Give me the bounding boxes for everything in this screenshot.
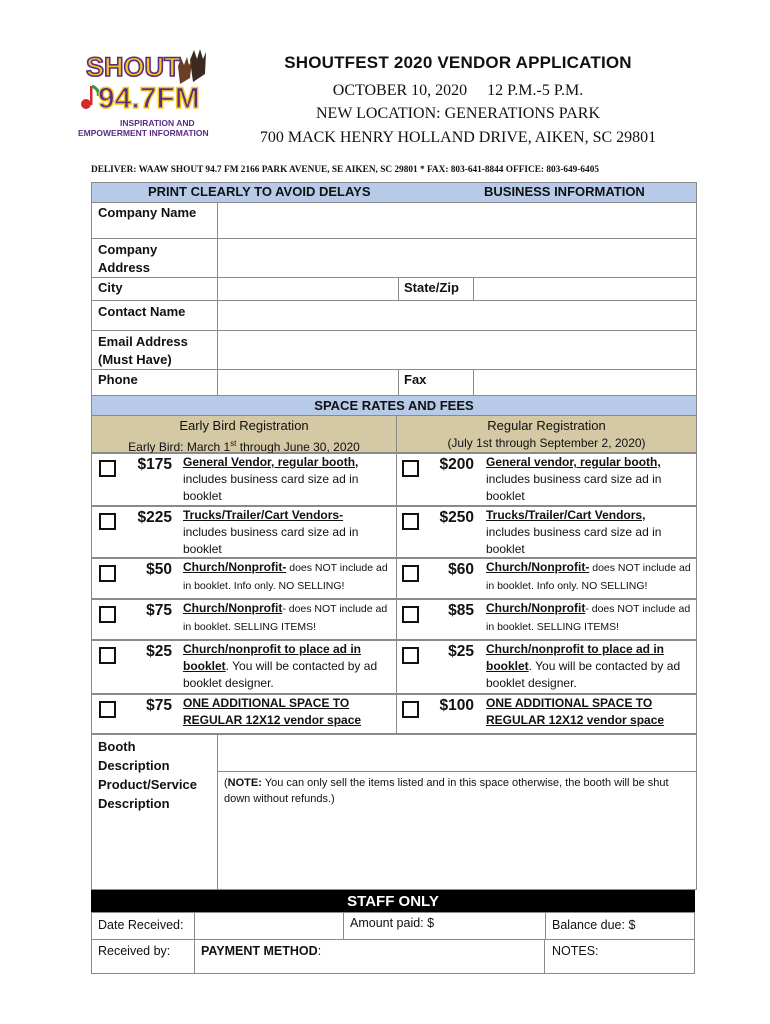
fax-label: Fax xyxy=(404,372,427,387)
regular-option-checkbox[interactable] xyxy=(402,647,419,664)
balance-due-label: Balance due: $ xyxy=(552,918,636,932)
regular-option-checkbox[interactable] xyxy=(402,606,419,623)
company-address-label-2: Address xyxy=(98,260,151,275)
regular-option-description: Trucks/Trailer/Cart Vendors, includes business card size ad in booklet xyxy=(486,508,662,556)
booth-label-2: Description xyxy=(98,758,170,773)
event-location: NEW LOCATION: GENERATIONS PARK xyxy=(315,105,600,122)
regular-price: $200 xyxy=(439,456,474,473)
city-label: City xyxy=(98,280,123,295)
logo-shout-text: SHOUT xyxy=(86,52,181,82)
email-field[interactable] xyxy=(217,330,697,370)
logo-graphic xyxy=(78,46,228,144)
regular-option-description: Church/Nonprofit- does NOT include ad in booklet. SELLING ITEMS! xyxy=(486,601,691,633)
early-option-description: ONE ADDITIONAL SPACE TO REGULAR 12X12 vendor space xyxy=(183,696,362,727)
contact-name-field[interactable] xyxy=(217,300,697,331)
regular-option-description: ONE ADDITIONAL SPACE TO REGULAR 12X12 vendor space xyxy=(486,696,665,727)
booth-note: (NOTE: You can only sell the items listed and in this space otherwise, the booth will be shut down without refunds.) xyxy=(224,777,669,805)
staff-only-title: STAFF ONLY xyxy=(347,893,439,910)
deliver-info: DELIVER: WAAW SHOUT 94.7 FM 2166 PARK AVENUE, SE AIKEN, SC 29801 * FAX: 803-641-8844 OFFICE: 803-649-6405 xyxy=(91,165,600,175)
regular-price: $25 xyxy=(448,643,474,660)
phone-field[interactable] xyxy=(217,369,399,396)
event-date-time: OCTOBER 10, 2020 12 P.M.-5 P.M. xyxy=(332,82,584,99)
business-information-heading: BUSINESS INFORMATION xyxy=(484,184,645,199)
date-received-field[interactable] xyxy=(194,912,344,940)
early-price: $75 xyxy=(146,697,172,714)
regular-price: $85 xyxy=(448,602,474,619)
early-option-checkbox[interactable] xyxy=(99,565,116,582)
early-option-description: Church/nonprofit to place ad in booklet. You will be contacted by ad booklet designer. xyxy=(183,642,378,690)
early-option-description: Church/Nonprofit- does NOT include ad in booklet. Info only. NO SELLING! xyxy=(183,560,388,592)
regular-title: Regular Registration xyxy=(487,418,606,433)
notes-label: NOTES: xyxy=(552,944,599,958)
early-price: $175 xyxy=(137,456,172,473)
early-price: $225 xyxy=(137,509,172,526)
payment-method-label: PAYMENT METHOD: xyxy=(201,944,322,958)
product-label-1: Product/Service xyxy=(98,777,197,792)
city-field[interactable] xyxy=(217,277,399,301)
regular-option-checkbox[interactable] xyxy=(402,513,419,530)
early-option-description: Trucks/Trailer/Cart Vendors- includes business card size ad in booklet xyxy=(183,508,359,556)
early-option-checkbox[interactable] xyxy=(99,647,116,664)
logo-947fm-text: 94.7FM xyxy=(98,82,200,115)
event-address: 700 MACK HENRY HOLLAND DRIVE, AIKEN, SC 29801 xyxy=(259,129,657,146)
regular-option-checkbox[interactable] xyxy=(402,460,419,477)
regular-option-checkbox[interactable] xyxy=(402,701,419,718)
company-address-label-1: Company xyxy=(98,242,158,257)
booth-label-1: Booth xyxy=(98,739,136,754)
regular-price: $60 xyxy=(448,561,474,578)
early-price: $25 xyxy=(146,643,172,660)
early-option-checkbox[interactable] xyxy=(99,701,116,718)
shout-947-logo xyxy=(78,46,228,144)
early-price: $75 xyxy=(146,602,172,619)
product-label-2: Description xyxy=(98,796,170,811)
early-bird-dates: Early Bird: March 1st through June 30, 2020 xyxy=(128,439,360,454)
early-option-checkbox[interactable] xyxy=(99,606,116,623)
booth-description-field[interactable] xyxy=(217,734,697,772)
amount-paid-label: Amount paid: $ xyxy=(350,916,435,930)
email-label-2: (Must Have) xyxy=(98,352,172,367)
early-option-description: General Vendor, regular booth, includes business card size ad in booklet xyxy=(183,455,359,503)
space-rates-heading: SPACE RATES AND FEES xyxy=(314,398,474,413)
form-title: SHOUTFEST 2020 VENDOR APPLICATION xyxy=(284,53,632,72)
early-price: $50 xyxy=(146,561,172,578)
date-received-label: Date Received: xyxy=(98,918,184,932)
state-zip-label: State/Zip xyxy=(404,280,459,295)
contact-name-label: Contact Name xyxy=(98,304,186,319)
email-label-1: Email Address xyxy=(98,334,188,349)
regular-option-checkbox[interactable] xyxy=(402,565,419,582)
early-bird-title: Early Bird Registration xyxy=(179,418,309,433)
early-option-description: Church/Nonprofit- does NOT include ad in booklet. SELLING ITEMS! xyxy=(183,601,388,633)
regular-option-description: General vendor, regular booth, includes business card size ad in booklet xyxy=(486,455,662,503)
staff-only-bar xyxy=(91,890,695,913)
print-clearly-heading: PRINT CLEARLY TO AVOID DELAYS xyxy=(148,184,371,199)
company-name-label: Company Name xyxy=(98,205,197,220)
regular-price: $100 xyxy=(439,697,474,714)
received-by-label: Received by: xyxy=(98,944,171,958)
logo-tagline-1: INSPIRATION AND xyxy=(120,118,195,128)
company-name-field[interactable] xyxy=(217,202,697,239)
state-zip-field[interactable] xyxy=(473,277,697,301)
logo-tagline-2: EMPOWERMENT INFORMATION xyxy=(78,128,209,138)
regular-option-description: Church/Nonprofit- does NOT include ad in booklet. Info only. NO SELLING! xyxy=(486,560,691,592)
early-option-checkbox[interactable] xyxy=(99,513,116,530)
regular-dates: (July 1st through September 2, 2020) xyxy=(447,436,646,450)
early-option-checkbox[interactable] xyxy=(99,460,116,477)
fax-field[interactable] xyxy=(473,369,697,396)
regular-price: $250 xyxy=(439,509,474,526)
phone-label: Phone xyxy=(98,372,138,387)
regular-option-description: Church/nonprofit to place ad in booklet. You will be contacted by ad booklet designer. xyxy=(486,642,681,690)
company-address-field[interactable] xyxy=(217,238,697,278)
